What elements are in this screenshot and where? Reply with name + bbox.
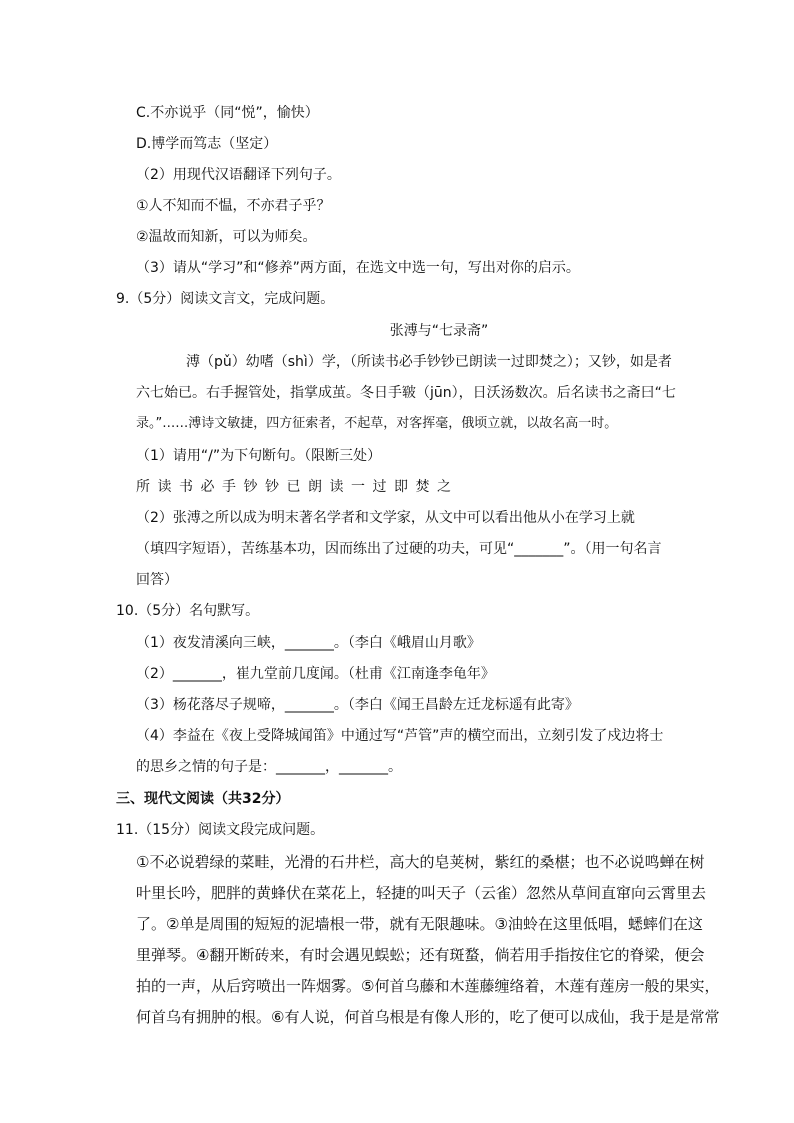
question-9-2-line-1: （2）张溥之所以成为明末著名学者和文学家，从文中可以看出他从小在学习上就 [136, 510, 635, 526]
excerpt-line-2: 叶里长吟，肥胖的黄蜂伏在菜花上，轻捷的叫天子（云雀）忽然从草间直窜向云霄里去 [136, 884, 707, 902]
question-9-1: （1）请用“/”为下句断句。（限断三处） [136, 448, 382, 464]
option-c: C.不亦说乎（同“悦”，愉快） [136, 105, 319, 121]
question-10-heading: 10.（5分）名句默写。 [116, 603, 260, 619]
excerpt-line-5: 拍的一声，从后窍喷出一阵烟雾。⑤何首乌藤和木莲藤缠络着，木莲有莲房一般的果实， [136, 977, 720, 995]
passage-line-3: 录。”……溥诗文敏捷，四方征索者，不起草，对客挥毫，俄顷立就，以故名高一时。 [136, 416, 618, 431]
question-8-2: （2）用现代汉语翻译下列句子。 [136, 167, 341, 183]
passage-line-1: 溥（pǔ）幼嗜（shì）学，（所读书必手钞钞已朗读一过即焚之）；又钞，如是者 [186, 354, 672, 370]
passage-title: 张溥与“七录斋” [389, 323, 489, 339]
question-8-3: （3）请从“学习”和“修养”两方面，在选文中选一句，写出对你的启示。 [136, 260, 580, 276]
option-d: D.博学而笃志（坚定） [136, 136, 278, 152]
question-9-heading: 9.（5分）阅读文言文，完成问题。 [116, 291, 335, 307]
sentence-to-punctuate: 所读书必手钞钞已朗读一过即焚之 [136, 479, 459, 495]
question-9-2-line-2: （填四字短语），苦练基本功，因而练出了过硬的功夫，可见“_______”。（用一句名言 [136, 541, 662, 557]
question-11-heading: 11.（15分）阅读文段完成问题。 [116, 822, 325, 838]
question-9-2-line-3: 回答） [136, 572, 178, 588]
section-heading: 三、现代文阅读（共32分） [116, 791, 290, 807]
excerpt-line-6: 何首乌有拥肿的根。⑥有人说，何首乌根是有像人形的，吃了便可以成仙，我于是是常常 [136, 1008, 720, 1026]
question-10-1: （1）夜发清溪向三峡，_______。（李白《峨眉山月歌》 [136, 635, 481, 651]
sentence-1: ①人不知而不愠，不亦君子乎？ [136, 198, 331, 214]
excerpt-line-3: 了。②单是周围的短短的泥墙根一带，就有无限趣味。③油蛉在这里低唱，蟋蟀们在这 [136, 915, 703, 933]
question-10-3: （3）杨花落尽子规啼，_______。（李白《闻王昌龄左迁龙标遥有此寄》 [136, 697, 579, 713]
sentence-2: ②温故而知新，可以为师矣。 [136, 229, 317, 245]
passage-line-2: 六七始已。右手握管处，指掌成茧。冬日手皲（jūn），日沃汤数次。后名读书之斋曰“七 [136, 385, 676, 401]
question-10-4-line-1: （4）李益在《夜上受降城闻笛》中通过写“芦管”声的横空而出，立刻引发了戍边将士 [136, 728, 664, 744]
excerpt-line-1: ①不必说碧绿的菜畦，光滑的石井栏，高大的皂荚树，紫红的桑椹；也不必说鸣蝉在树 [136, 853, 705, 871]
excerpt-line-4: 里弹琴。④翻开断砖来，有时会遇见蜈蚣；还有斑蝥，倘若用手指按住它的脊梁，便会 [136, 946, 705, 964]
question-10-4-line-2: 的思乡之情的句子是：_______，_______。 [136, 759, 402, 775]
question-10-2: （2）_______，崔九堂前几度闻。（杜甫《江南逢李龟年》 [136, 666, 495, 682]
